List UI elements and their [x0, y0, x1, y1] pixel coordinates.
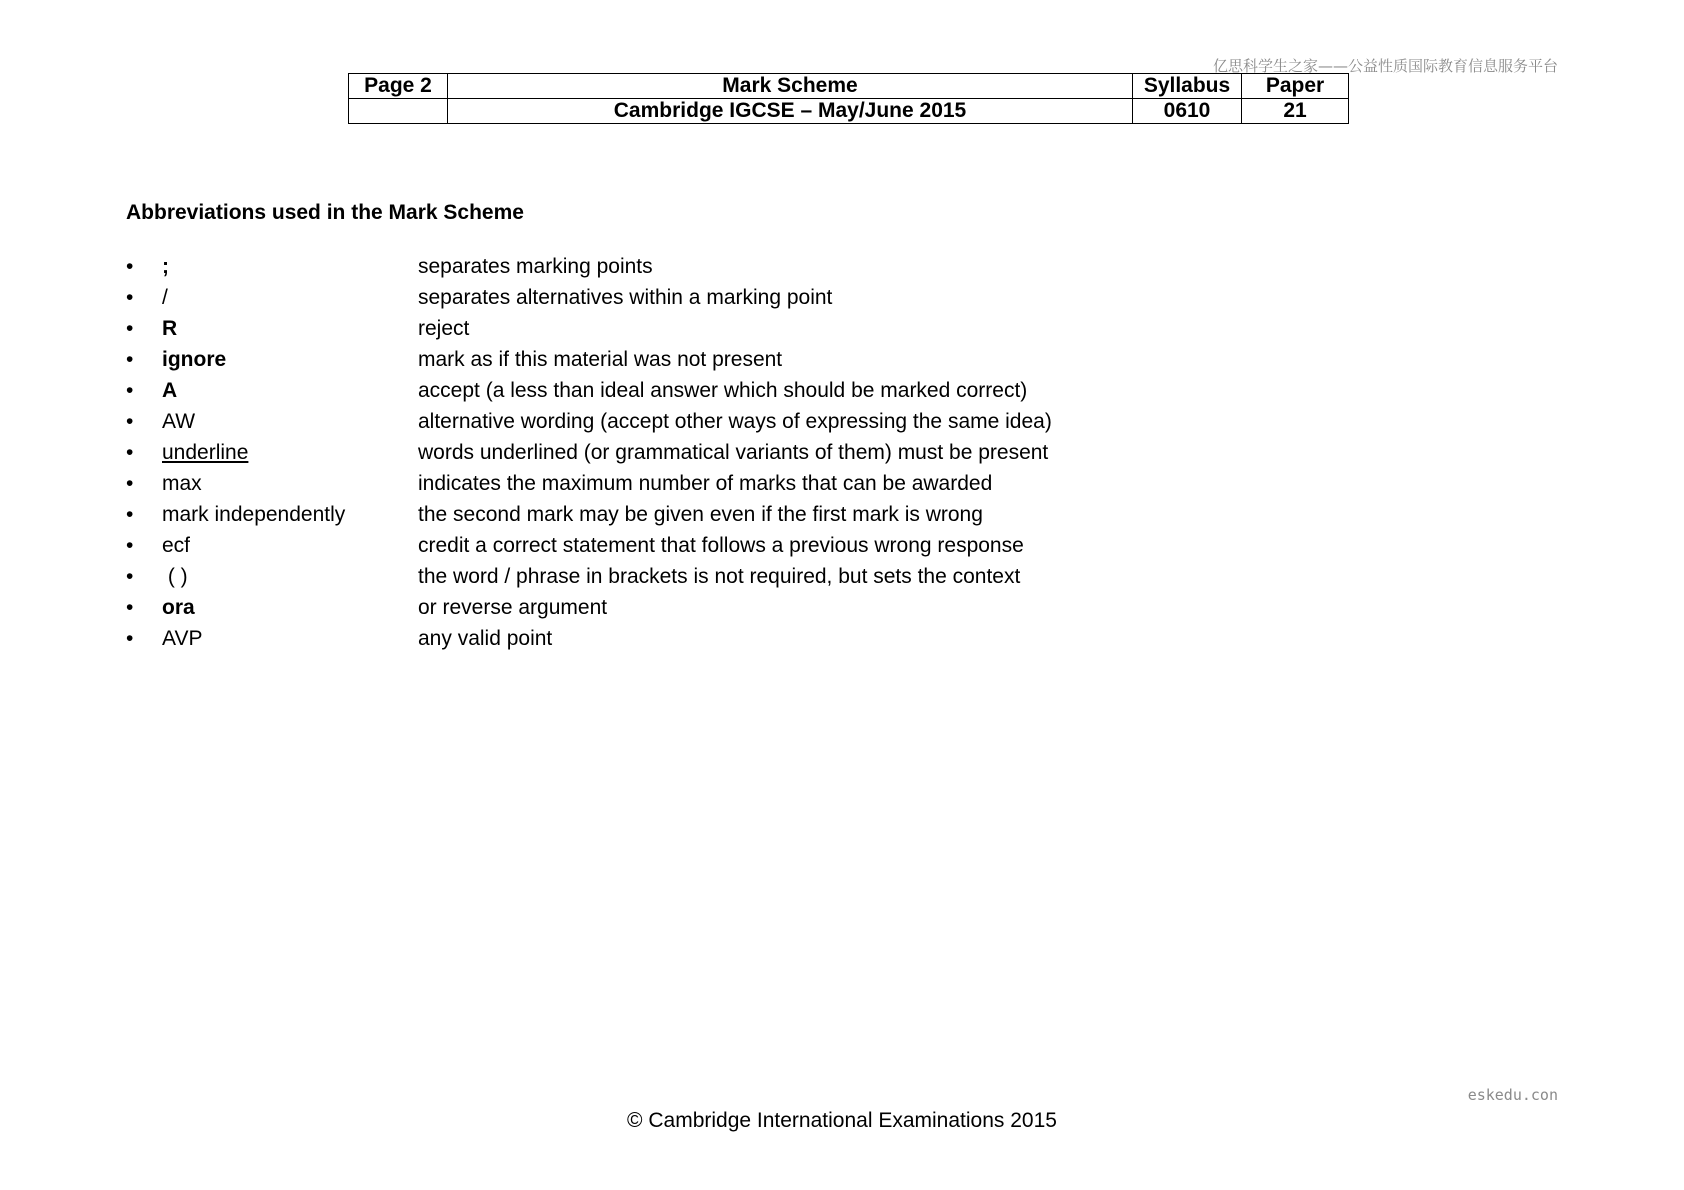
abbreviation-term: max — [162, 472, 202, 495]
abbreviation-description: words underlined (or grammatical variants of them) must be present — [418, 441, 1049, 464]
abbreviation-description: mark as if this material was not present — [418, 348, 783, 371]
abbreviation-description: or reverse argument — [418, 596, 608, 619]
abbreviation-term: ; — [162, 255, 169, 278]
abbreviation-description: reject — [418, 317, 470, 340]
abbreviation-term: AW — [162, 410, 196, 433]
abbreviation-term: ( ) — [162, 565, 188, 588]
abbreviation-term: / — [162, 286, 168, 309]
bullet-icon: • — [126, 441, 134, 464]
page-header-table — [348, 73, 1349, 124]
watermark-bottom-text: eskedu.con — [1467, 1086, 1558, 1104]
document-title-cell: Mark Scheme — [448, 74, 1133, 99]
abbreviation-term: ora — [162, 596, 195, 619]
abbreviation-term: R — [162, 317, 178, 340]
syllabus-code-cell: 0610 — [1133, 99, 1242, 124]
bullet-icon: • — [126, 348, 134, 371]
header-row-2 — [349, 99, 1349, 124]
abbreviation-term: ecf — [162, 534, 191, 557]
abbreviation-description: separates marking points — [418, 255, 653, 278]
bullet-icon: • — [126, 565, 134, 588]
page-number-cell: Page 2 — [349, 74, 448, 99]
bullet-icon: • — [126, 410, 134, 433]
abbreviation-term: A — [162, 379, 178, 402]
abbreviation-description: indicates the maximum number of marks that can be awarded — [418, 472, 993, 495]
abbreviation-term: ignore — [162, 348, 227, 371]
empty-cell — [349, 99, 448, 124]
section-heading: Abbreviations used in the Mark Scheme — [126, 201, 524, 224]
abbreviation-description: any valid point — [418, 627, 553, 650]
header-row-1 — [349, 74, 1349, 99]
abbreviation-description: the second mark may be given even if the first mark is wrong — [418, 503, 983, 526]
copyright-footer: © Cambridge International Examinations 2015 — [627, 1109, 1057, 1132]
abbreviation-description: alternative wording (accept other ways of expressing the same idea) — [418, 410, 1052, 433]
exam-session-cell: Cambridge IGCSE – May/June 2015 — [448, 99, 1133, 124]
bullet-icon: • — [126, 627, 134, 650]
bullet-icon: • — [126, 596, 134, 619]
abbreviation-description: accept (a less than ideal answer which should be marked correct) — [418, 379, 1028, 402]
bullet-icon: • — [126, 317, 134, 340]
bullet-icon: • — [126, 534, 134, 557]
bullet-icon: • — [126, 286, 134, 309]
bullet-icon: • — [126, 255, 134, 278]
abbreviation-term: underline — [162, 441, 249, 464]
watermark-top-text: 亿思科学生之家——公益性质国际教育信息服务平台 — [1212, 57, 1558, 75]
abbreviation-term: mark independently — [162, 503, 346, 526]
paper-label-cell: Paper — [1242, 74, 1349, 99]
abbreviation-term: AVP — [162, 627, 203, 650]
bullet-icon: • — [126, 472, 134, 495]
abbreviation-description: separates alternatives within a marking point — [418, 286, 833, 309]
abbreviation-description: credit a correct statement that follows a previous wrong response — [418, 534, 1024, 557]
paper-number-cell: 21 — [1242, 99, 1349, 124]
bullet-icon: • — [126, 379, 134, 402]
syllabus-label-cell: Syllabus — [1133, 74, 1242, 99]
bullet-icon: • — [126, 503, 134, 526]
abbreviation-description: the word / phrase in brackets is not required, but sets the context — [418, 565, 1021, 588]
